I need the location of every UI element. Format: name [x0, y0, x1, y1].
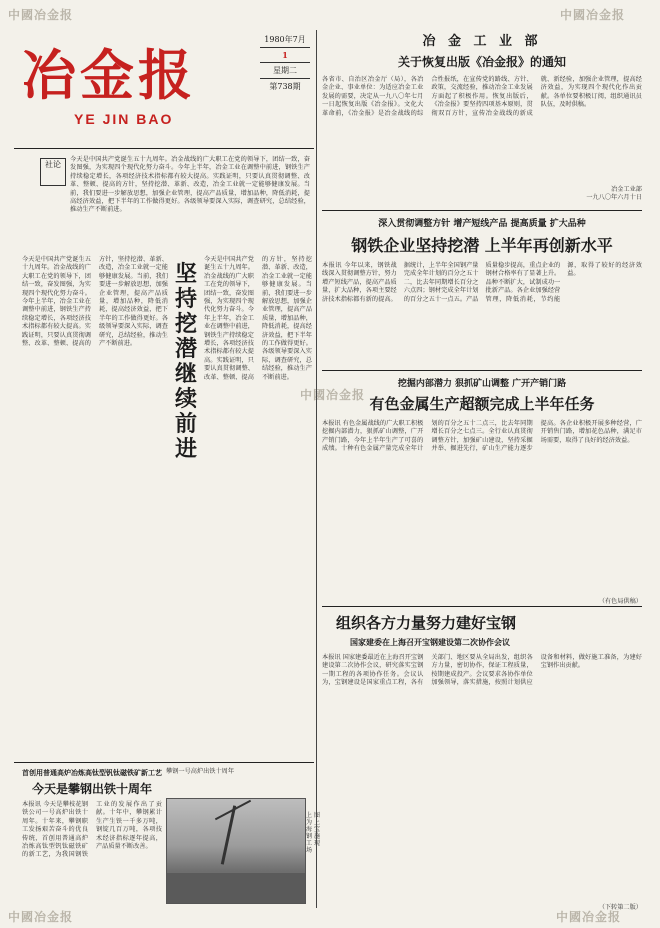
photo-caption: 上图为上海宝钢施工现场: [306, 812, 320, 854]
notice-block: [322, 30, 642, 206]
column-divider: [316, 30, 317, 908]
watermark-top-right: 中國冶金报: [560, 8, 626, 22]
editorial-body-top: 今天是中国共产党诞生五十九周年。冶金战线的广大职工在党的领导下，团结一致，奋发图强，为实现四个现代化努力奋斗。今年上半年，冶金工业在调整中前进，钢铁生产持续稳定增长，各项经济技术指标都有较大提高。实践证明，只要认真贯彻调整、改革、整顿、提高的方针，坚持挖潜、革新、改造，冶金工业就一定能够健康发展。当前，我们要进一步解放思想，加强企业管理，提高产品质量，增加品种，降低消耗，提高经济效益，把下半年的工作做得更好。各级领导要深入实际，调查研究，总结经验，推动生产不断前进。: [70, 156, 310, 214]
ground-shape: [167, 873, 305, 903]
notice-org: 冶 金 工 业 部: [422, 34, 542, 49]
watermark-bottom-left: 中國冶金报: [8, 910, 74, 924]
baosteel-subtitle: 国家建委在上海召开宝钢建设第二次协作会议: [350, 637, 510, 647]
panzhihua-body: 本报讯 今天是攀枝花钢铁公司一号高炉出铁十周年。十年来，攀钢职工发扬艰苦奋斗的优良传统，首创用普通高炉冶炼高钛型钒钛磁铁矿的新工艺，为我国钢铁工业的发展作出了贡献。十年中，攀钢累计生产生铁一千多万吨，钢锭几百万吨，各项技术经济指标逐年提高，产品质量不断改善。: [22, 801, 162, 859]
masthead-pinyin: YE JIN BAO: [74, 111, 174, 127]
steel-kicker: 深入贯彻调整方针 增产短线产品 提高质量 扩大品种: [378, 219, 586, 229]
steel-body: 本报讯 今年以来，钢铁战线深入贯彻调整方针，努力增产短线产品，提高产品质量，扩大品种，各项主要经济技术指标都有新的提高。据统计，上半年全国钢产量完成全年计划的百分之五十二，比去年同期增长百分之六点四；钢材完成全年计划的百分之五十一点五。产品质量稳步提高，重点企业的钢材合格率有了显著上升。品种不断扩大，试制成功一批新产品。各企业加强经营管理，降低消耗，节约能源，取得了较好的经济效益。: [322, 262, 642, 303]
date-box: [260, 34, 310, 152]
baosteel-body: 本报讯 国家建委最近在上海召开宝钢建设第二次协作会议，研究落实宝钢一期工程的各项协作任务。会议认为，宝钢建设是国家重点工程，各有关部门、地区要从全局出发，组织各方力量，密切协作，保证工程质量，按期建成投产。会议要求各协作单位加强领导，落实措施，按照计划供应设备和材料，做好施工准备，为建好宝钢作出贡献。: [322, 654, 642, 687]
nonferrous-body: 本报讯 有色金属战线的广大职工积极挖掘内部潜力，狠抓矿山调整，广开产销门路，今年上半年生产了可喜的成绩。十种有色金属产量完成全年计划的百分之五十二点三，比去年同期增长百分之七点三。全行业认真贯彻调整方针，加强矿山建设，坚持采掘并举、掘进先行，矿山生产能力逐步提高。各企业积极开展多种经营，广开销售门路，增加花色品种，满足市场需要，取得了良好的经济效益。: [322, 420, 642, 453]
date-year-month: 1980年7月: [264, 35, 306, 44]
baosteel-article: [322, 612, 642, 911]
watermark-bottom-right: 中國冶金报: [556, 910, 622, 924]
divider-steel: [322, 370, 642, 371]
date-weekday: 星期二: [273, 66, 297, 75]
editorial-tag: 社论: [40, 158, 66, 186]
editorial-body-right: 今天是中国共产党诞生五十九周年。冶金战线的广大职工在党的领导下，团结一致，奋发图强，为实现四个现代化努力奋斗。今年上半年，冶金工业在调整中前进，钢铁生产持续稳定增长，各项经济技术指标都有较大提高。实践证明，只要认真贯彻调整、改革、整顿、提高的方针，坚持挖潜、革新、改造，冶金工业就一定能够健康发展。当前，我们要进一步解放思想，加强企业管理，提高产品质量，增加品种，降低消耗，提高经济效益，把下半年的工作做得更好。各级领导要深入实际，调查研究，总结经验，推动生产不断前进。: [204, 256, 312, 381]
divider-masthead: [14, 148, 314, 149]
steel-title: 钢铁企业坚持挖潜 上半年再创新水平: [351, 236, 613, 255]
editorial-body-left: 今天是中国共产党诞生五十九周年。冶金战线的广大职工在党的领导下，团结一致，奋发图强，为实现四个现代化努力奋斗。今年上半年，冶金工业在调整中前进，钢铁生产持续稳定增长，各项经济技术指标都有较大提高。实践证明，只要认真贯彻调整、改革、整顿、提高的方针，坚持挖潜、革新、改造，冶金工业就一定能够健康发展。当前，我们要进一步解放思想，加强企业管理，提高产品质量，增加品种，降低消耗，提高经济效益，把下半年的工作做得更好。各级领导要深入实际，调查研究，总结经验，推动生产不断前进。: [22, 256, 168, 348]
baosteel-sig: （下转第二版）: [598, 904, 642, 911]
baosteel-title: 组织各方力量努力建好宝钢: [336, 614, 517, 632]
editorial-title: 坚持挖潜 继续前进: [174, 261, 197, 462]
watermark-top-left: 中國冶金报: [8, 8, 74, 22]
panzhihua-caption: 攀钢一号高炉出铁十周年: [166, 768, 235, 775]
notice-body: 各省市、自治区冶金厅（局），各冶金企业、事业单位：为适应冶金工业发展的需要，决定从一九八〇年七月一日起恢复出版《冶金报》。文化大革命前，《冶金报》是冶金战线的综合性报纸，在宣传党的路线、方针、政策，交流经验，推动冶金工业发展方面起了积极作用。恢复出版后，《冶金报》要坚持四项基本原则，贯彻双百方针，宣传冶金战线的新成就、新经验，加强企业管理，提高经济效益，为实现四个现代化作出贡献。各单位要积极订阅，组织通讯员队伍，及时供稿。: [322, 76, 642, 117]
notice-title: 关于恢复出版《冶金报》的通知: [397, 55, 566, 69]
nonferrous-title: 有色金属生产超额完成上半年任务: [369, 395, 595, 413]
watermark-middle: 中國冶金报: [300, 388, 366, 402]
issue-number: 第738期: [269, 82, 301, 91]
nonferrous-sig: （有色局供稿）: [598, 598, 642, 605]
masthead-title: 冶金报: [22, 43, 196, 107]
steel-article: [322, 216, 642, 366]
nonferrous-kicker: 挖掘内部潜力 狠抓矿山调整 广开产销门路: [397, 379, 567, 389]
nonferrous-article: [322, 376, 642, 605]
construction-photo: [166, 798, 306, 904]
panzhihua-article: [22, 768, 162, 908]
panzhihua-kicker: 首创用普通高炉冶炼高钛型钒钛磁铁矿新工艺: [22, 768, 162, 777]
divider-editorial: [14, 762, 314, 763]
notice-signature: 冶金工业部: [611, 186, 642, 193]
notice-sig-date: 一九八〇年六月十日: [586, 194, 642, 202]
date-day: 1: [282, 50, 288, 60]
panzhihua-title: 今天是攀钢出铁十周年: [31, 782, 152, 796]
divider-notice: [322, 210, 642, 211]
divider-nonferrous: [322, 606, 642, 607]
